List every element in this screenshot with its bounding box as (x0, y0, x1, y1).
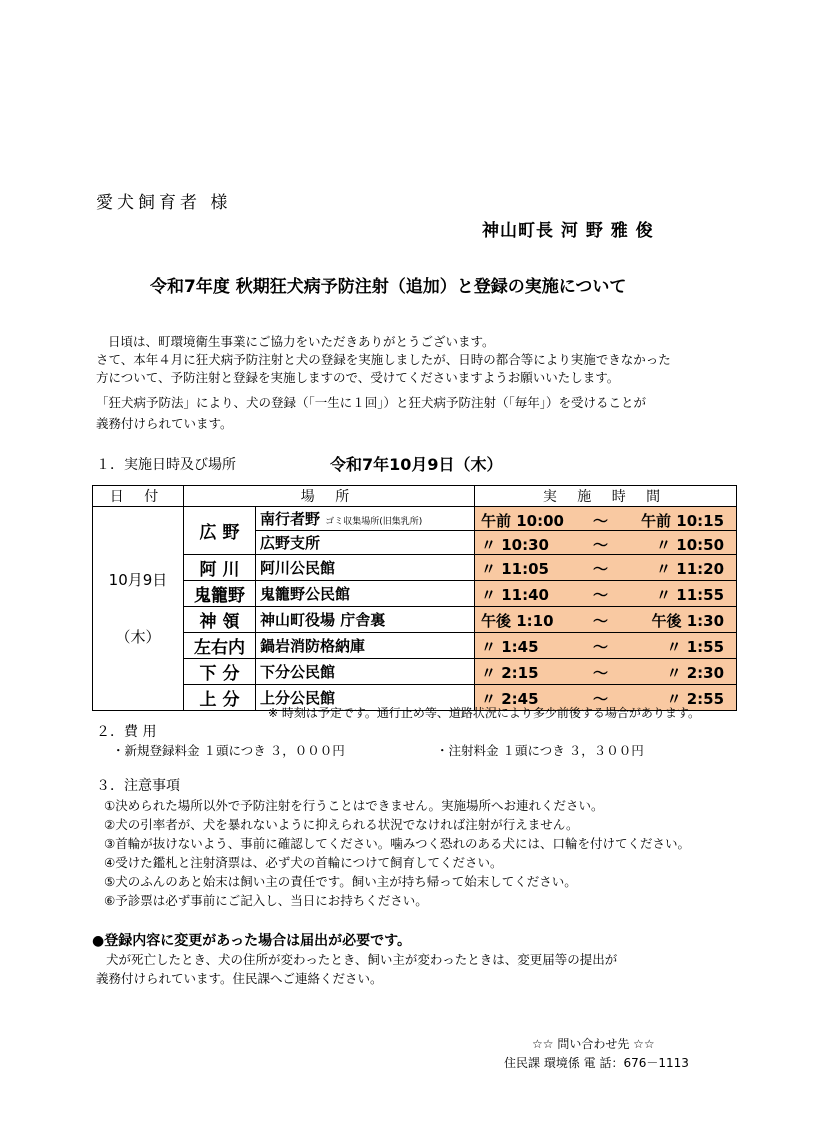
page-title: 令和7年度 秋期狂犬病予防注射（追加）と登録の実施について (150, 277, 627, 297)
place-cell: 阿川公民館 (256, 555, 475, 581)
place-cell: 鬼籠野公民館 (256, 581, 475, 607)
time-cell: 〃 2:45 ～ 〃 2:55 (475, 685, 737, 711)
fee-register: ・新規登録料金 １頭につき ３，０００円 (112, 743, 345, 758)
time-cell: 〃 1:45 ～ 〃 1:55 (475, 633, 737, 659)
intro-line: 義務付けられています。 (96, 416, 233, 431)
table-header-row (93, 486, 737, 507)
area-cell: 上 分 (184, 685, 256, 711)
table-row (93, 555, 737, 581)
caution-item: ④受けた鑑札と注射済票は、必ず犬の首輪につけて飼育してください。 (104, 855, 503, 870)
place-cell: 鍋岩消防格納庫 (256, 633, 475, 659)
schedule-table (92, 485, 737, 711)
time-cell: 〃 11:40 ～ 〃 11:55 (475, 581, 737, 607)
intro-line: さて、本年４月に狂犬病予防注射と犬の登録を実施しましたが、日時の都合等により実施できなかった (96, 352, 671, 367)
addressee: 愛犬飼育者 様 (96, 193, 232, 213)
time-cell: 〃 2:15 ～ 〃 2:30 (475, 659, 737, 685)
schedule-note: ※ 時刻は予定です。通行止め等、道路状況により多少前後する場合があります。 (268, 706, 700, 720)
caution-item: ①決められた場所以外で予防注射を行うことはできません。実施場所へお連れください。 (104, 798, 604, 813)
fee-injection: ・注射料金 １頭につき ３，３００円 (436, 743, 644, 758)
time-cell: 午前 10:00 ～ 午前 10:15 (475, 507, 737, 531)
area-cell: 左右内 (184, 633, 256, 659)
area-cell: 鬼籠野 (184, 581, 256, 607)
place-cell: 神山町役場 庁舎裏 (256, 607, 475, 633)
change-notice-heading: ●登録内容に変更があった場合は届出が必要です。 (92, 933, 411, 949)
place-cell: 広野支所 (256, 531, 475, 555)
change-notice-line: 義務付けられています。住民課へご連絡ください。 (96, 971, 383, 986)
time-cell: 〃 11:05 ～ 〃 11:20 (475, 555, 737, 581)
change-notice-line: 犬が死亡したとき、犬の住所が変わったとき、飼い主が変わったときは、変更届等の提出が (106, 952, 618, 967)
place-note: ゴミ収集場所(旧集乳所) (325, 517, 423, 527)
contact-title: ☆☆ 問い合わせ先 ☆☆ (532, 1037, 655, 1051)
header-time: 実 施 時 間 (475, 486, 737, 507)
caution-item: ②犬の引率者が、犬を暴れないように抑えられる状況でなければ注射が行えません。 (104, 817, 579, 832)
date-cell-weekday: （木） (115, 627, 161, 646)
table-row (93, 633, 737, 659)
caution-item: ③首輪が抜けないよう、事前に確認してください。噛みつく恐れのある犬には、口輪を付けてください。 (104, 836, 690, 851)
section3-heading: ３．注意事項 (96, 778, 180, 794)
caution-item: ⑤犬のふんのあと始末は飼い主の責任です。飼い主が持ち帰って始末してください。 (104, 874, 577, 889)
caution-item: ⑥予診票は必ず事前にご記入し、当日にお持ちください。 (104, 893, 428, 908)
intro-line: 日頃は、町環境衛生事業にご協力をいただきありがとうございます。 (108, 334, 495, 349)
section1-heading: １．実施日時及び場所 (96, 457, 236, 473)
table-row (93, 507, 737, 531)
header-place: 場 所 (184, 486, 475, 507)
table-row (93, 659, 737, 685)
intro-line: 「狂犬病予防法」により、犬の登録（「一生に１回」）と狂犬病予防注射（「毎年」）を受けることが (96, 395, 647, 410)
date-cell (93, 507, 184, 711)
contact-detail: 住民課 環境係 電 話：676－1113 (504, 1056, 689, 1070)
place-cell: 下分公民館 (256, 659, 475, 685)
event-date: 令和7年10月9日（木） (330, 455, 503, 474)
area-cell: 広 野 (184, 507, 256, 555)
intro-line: 方について、予防注射と登録を実施しますので、受けてくださいますようお願いいたします。 (96, 370, 620, 385)
area-cell: 下 分 (184, 659, 256, 685)
area-cell: 神 領 (184, 607, 256, 633)
area-cell: 阿 川 (184, 555, 256, 581)
date-cell-day: 10月9日 (108, 570, 168, 589)
header-date: 日 付 (93, 486, 184, 507)
time-cell: 午後 1:10 ～ 午後 1:30 (475, 607, 737, 633)
place-cell: 上分公民館 (256, 685, 475, 711)
section2-heading: ２．費 用 (96, 724, 157, 740)
place-cell: 南行者野 ゴミ収集場所(旧集乳所) (256, 507, 475, 531)
time-cell: 〃 10:30 ～ 〃 10:50 (475, 531, 737, 555)
sender: 神山町長 河 野 雅 俊 (482, 221, 654, 241)
table-row (93, 607, 737, 633)
table-row (93, 581, 737, 607)
